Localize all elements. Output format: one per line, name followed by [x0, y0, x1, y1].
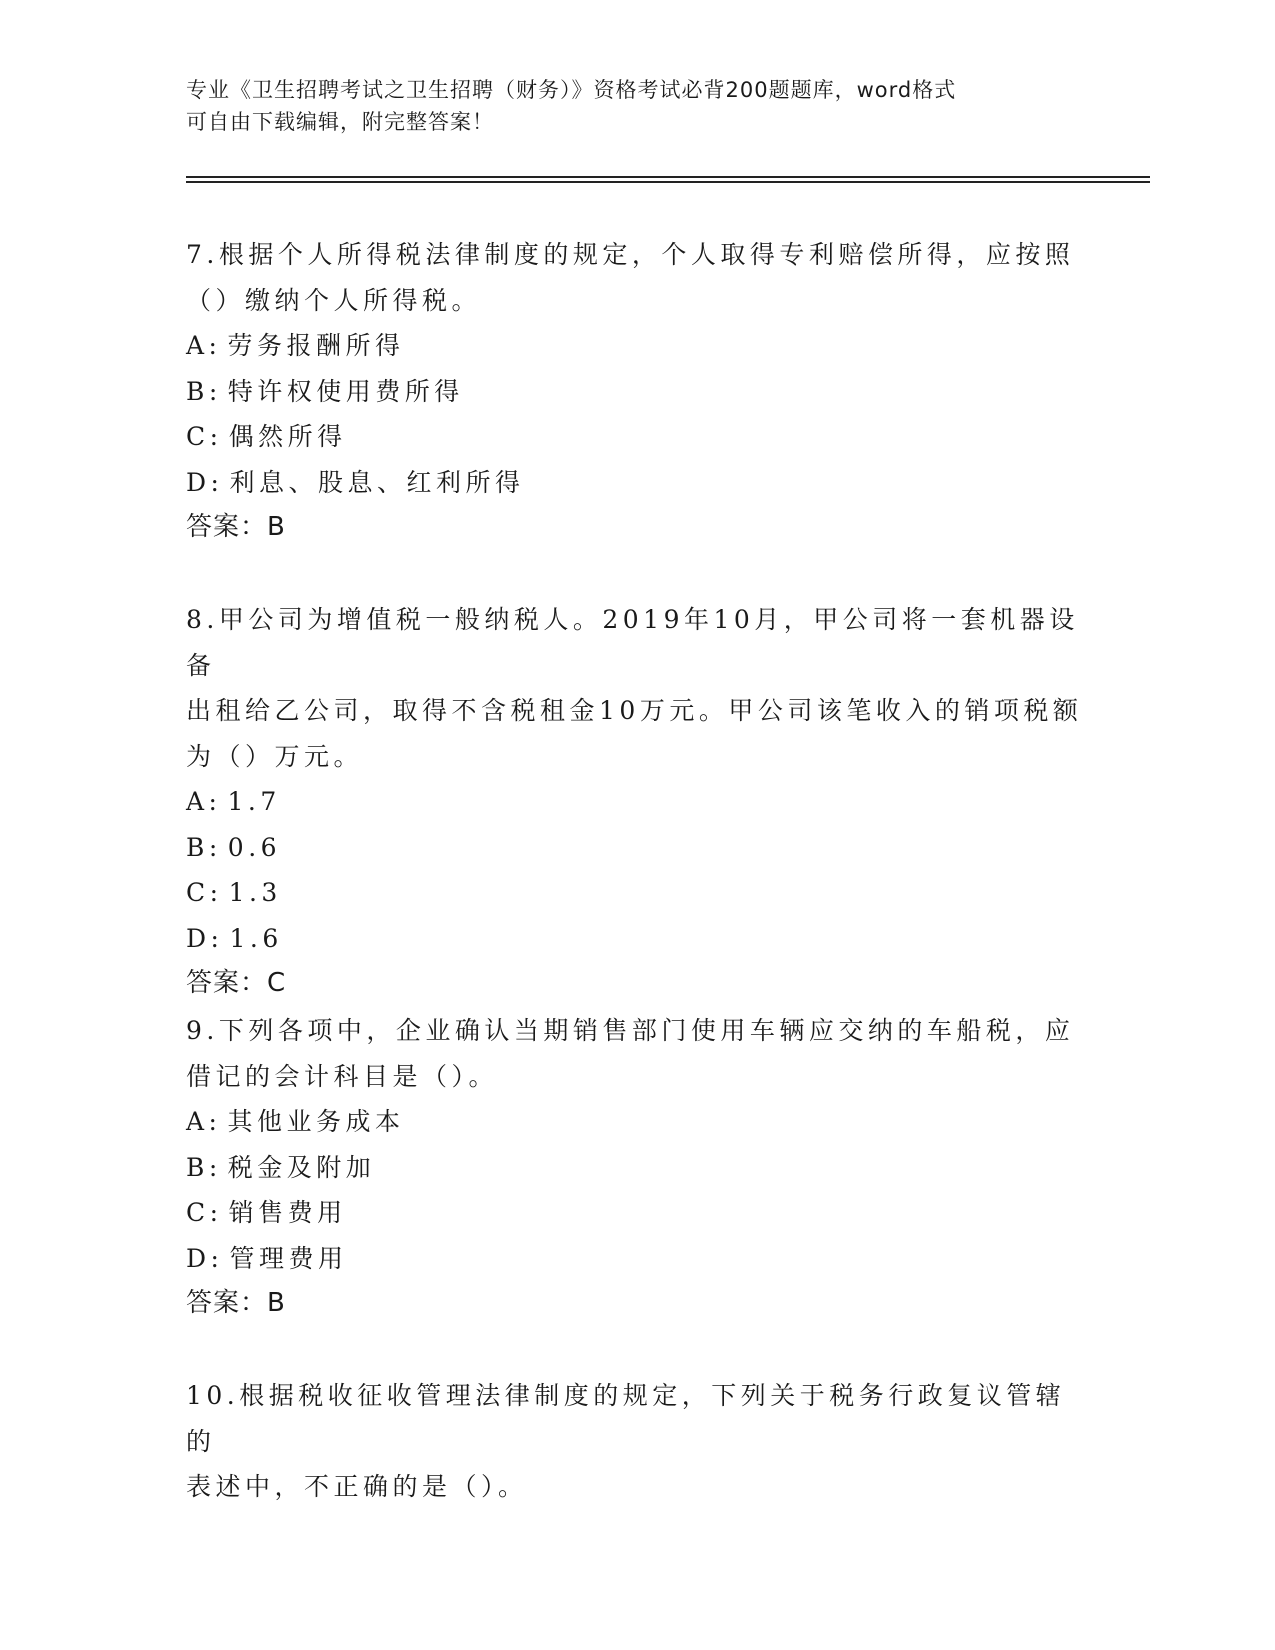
option-label: A: [186, 787, 222, 816]
option-a [186, 323, 1086, 369]
option-text: 其他业务成本 [227, 1107, 405, 1136]
option-d [186, 916, 1086, 962]
option-text: 偶然所得 [228, 422, 347, 451]
header-line-2: 可自由下载编辑，附完整答案！ [186, 110, 494, 134]
option-label: B: [186, 1152, 222, 1182]
question-9 [186, 1008, 1086, 1327]
stem-line: 表述中，不正确的是（）。 [186, 1472, 528, 1501]
header-line-1: 专业《卫生招聘考试之卫生招聘（财务）》资格考试必背200题题库，word格式 [186, 78, 957, 102]
stem-line: （）缴纳个人所得税。 [186, 285, 482, 315]
answer: 答案：C [186, 968, 287, 998]
option-label: A: [186, 331, 222, 360]
option-b [186, 1145, 1086, 1191]
option-c [186, 1190, 1086, 1236]
header-rule-top [186, 176, 1150, 178]
option-d [186, 460, 1086, 506]
stem-line: 出租给乙公司，取得不含税租金10万元。甲公司该笔收入的销项税额 [186, 696, 1083, 725]
option-text: 特许权使用费所得 [227, 376, 464, 406]
option-c [186, 414, 1086, 460]
option-text: 1.3 [228, 878, 282, 907]
option-label: C: [186, 1198, 223, 1227]
option-a [186, 779, 1086, 825]
option-label: C: [186, 878, 223, 907]
option-label: D: [186, 1243, 224, 1273]
stem-line: 10.根据税收征收管理法律制度的规定，下列关于税务行政复议管辖的 [186, 1381, 1066, 1456]
question-stem [186, 232, 1086, 323]
option-c [186, 870, 1086, 916]
stem-line: 9.下列各项中，企业确认当期销售部门使用车辆应交纳的车船税，应 [186, 1016, 1075, 1045]
option-a [186, 1099, 1086, 1145]
question-stem [186, 597, 1086, 779]
option-label: B: [186, 832, 222, 862]
answer: 答案：B [186, 1288, 286, 1318]
question-8 [186, 597, 1086, 1007]
option-label: B: [186, 376, 222, 406]
option-label: D: [186, 923, 224, 953]
option-label: C: [186, 422, 223, 451]
question-7 [186, 232, 1086, 551]
stem-line: 为（）万元。 [186, 741, 364, 771]
option-text: 销售费用 [228, 1198, 347, 1227]
question-10 [186, 1373, 1086, 1510]
stem-line: 7.根据个人所得税法律制度的规定，个人取得专利赔偿所得，应按照 [186, 240, 1075, 269]
document-header [186, 74, 1066, 138]
option-text: 税金及附加 [227, 1152, 376, 1182]
stem-line: 8.甲公司为增值税一般纳税人。2019年10月，甲公司将一套机器设备 [186, 605, 1079, 680]
question-stem [186, 1373, 1086, 1510]
option-b [186, 825, 1086, 871]
option-text: 利息、股息、红利所得 [229, 467, 525, 497]
answer: 答案：B [186, 512, 286, 542]
option-text: 劳务报酬所得 [227, 331, 405, 360]
option-b [186, 369, 1086, 415]
option-label: D: [186, 467, 224, 497]
option-label: A: [186, 1107, 222, 1136]
header-rule-bottom [186, 181, 1150, 183]
option-text: 1.7 [227, 787, 281, 816]
option-d [186, 1236, 1086, 1282]
stem-line: 借记的会计科目是（）。 [186, 1061, 499, 1091]
option-text: 1.6 [229, 923, 283, 953]
question-stem [186, 1008, 1086, 1099]
option-text: 管理费用 [229, 1243, 348, 1273]
option-text: 0.6 [227, 832, 282, 862]
